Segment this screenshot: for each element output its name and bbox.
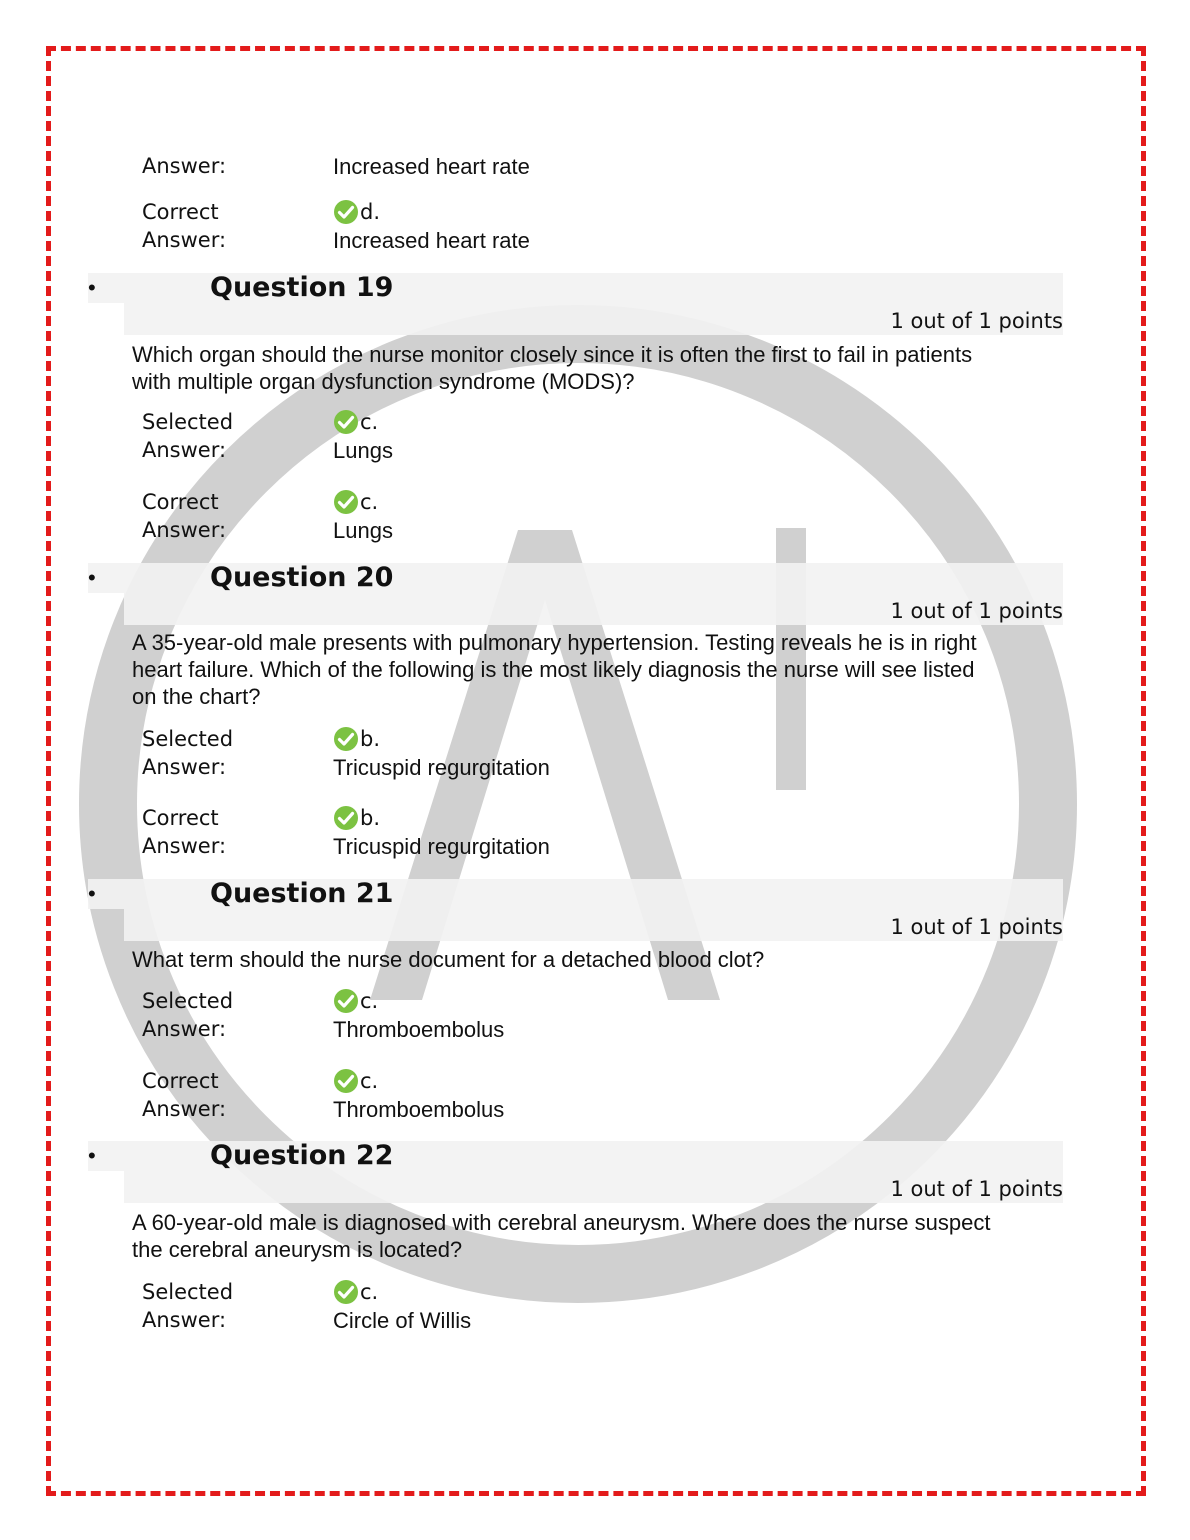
selected-answer-label: Selected Answer: <box>142 727 234 779</box>
question-text: A 60-year-old male is diagnosed with cerebral aneurysm. Where does the nurse suspect the cerebral aneurysm is located? <box>132 1210 991 1262</box>
correct-answer-letter: d. <box>360 200 381 224</box>
selected-answer-text: Circle of Willis <box>333 1308 472 1333</box>
selected-answer-label: Selected Answer: <box>142 410 234 462</box>
selected-answer-text: Tricuspid regurgitation <box>333 755 550 780</box>
selected-answer-label: Selected Answer: <box>142 1280 234 1332</box>
question-title: Question 20 <box>210 562 394 593</box>
question-header <box>88 563 1063 625</box>
selected-answer-text: Lungs <box>333 438 393 463</box>
check-icon <box>333 726 359 752</box>
question-header <box>88 879 1063 941</box>
answer-label: Answer: <box>142 154 227 178</box>
selected-answer-label: Selected Answer: <box>142 989 234 1041</box>
bullet: • <box>88 565 96 590</box>
correct-answer-label: Correct Answer: <box>142 1069 227 1121</box>
selected-answer-letter: c. <box>360 989 379 1013</box>
check-icon <box>333 1068 359 1094</box>
answer-value: Increased heart rate <box>333 154 530 179</box>
selected-answer-letter: c. <box>360 1280 379 1304</box>
question-header <box>88 273 1063 335</box>
question-title: Question 19 <box>210 272 394 303</box>
question-points: 1 out of 1 points <box>890 599 1063 623</box>
question-title: Question 21 <box>210 878 394 909</box>
question-text: What term should the nurse document for a detached blood clot? <box>132 947 765 972</box>
check-icon <box>333 409 359 435</box>
check-icon <box>333 199 359 225</box>
correct-answer-text: Thromboembolus <box>333 1097 505 1122</box>
correct-answer-label: Correct Answer: <box>142 806 227 858</box>
question-points: 1 out of 1 points <box>890 915 1063 939</box>
bullet: • <box>88 275 96 300</box>
question-text: Which organ should the nurse monitor closely since it is often the first to fail in patients with multiple organ dysfunction syndrome (MODS)? <box>132 342 973 394</box>
question-title: Question 22 <box>210 1140 394 1171</box>
bullet: • <box>88 881 96 906</box>
question-points: 1 out of 1 points <box>890 309 1063 333</box>
correct-answer-text: Lungs <box>333 518 393 543</box>
check-icon <box>333 489 359 515</box>
question-text: A 35-year-old male presents with pulmonary hypertension. Testing reveals he is in right heart failure. Which of the following is the most likely diagnosis the nurse will see listed on the chart? <box>132 630 977 709</box>
correct-answer-letter: c. <box>360 490 379 514</box>
bullet: • <box>88 1143 96 1168</box>
correct-answer-label: Correct Answer: <box>142 200 227 252</box>
check-icon <box>333 988 359 1014</box>
correct-answer-text: Tricuspid regurgitation <box>333 834 550 859</box>
selected-answer-letter: b. <box>360 727 381 751</box>
question-header <box>88 1141 1063 1203</box>
correct-answer-letter: b. <box>360 806 381 830</box>
correct-answer-value-block <box>333 198 530 256</box>
correct-answer-letter: c. <box>360 1069 379 1093</box>
correct-answer-label: Correct Answer: <box>142 490 227 542</box>
check-icon <box>333 1279 359 1305</box>
check-icon <box>333 805 359 831</box>
question-points: 1 out of 1 points <box>890 1177 1063 1201</box>
selected-answer-letter: c. <box>360 410 379 434</box>
selected-answer-text: Thromboembolus <box>333 1017 505 1042</box>
correct-answer-text: Increased heart rate <box>333 228 530 253</box>
